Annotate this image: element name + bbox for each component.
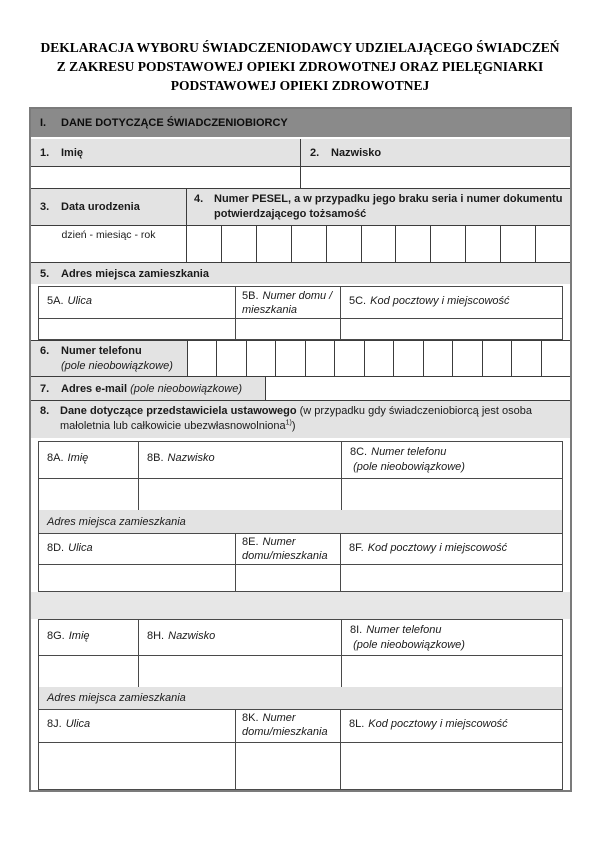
email-input[interactable] bbox=[266, 377, 570, 400]
rep2-telefon-input[interactable] bbox=[342, 656, 562, 687]
rep1-name-labels-row bbox=[39, 442, 562, 479]
field-number: 2. bbox=[310, 146, 320, 159]
pesel-digit-box[interactable] bbox=[500, 226, 535, 262]
rep2-nazwisko-input[interactable] bbox=[139, 656, 342, 687]
rep1-kod-input[interactable] bbox=[341, 565, 562, 591]
field-label-8e-numer-domu bbox=[236, 534, 341, 564]
rep1-telefon-input[interactable] bbox=[342, 479, 562, 510]
phone-digit-box[interactable] bbox=[246, 341, 275, 376]
separator-band bbox=[31, 592, 570, 619]
field-text: Data urodzenia bbox=[61, 201, 140, 213]
field-text-bold: Dane dotyczące przedstawiciela ustawowego bbox=[60, 405, 297, 417]
field-number: 3. bbox=[40, 201, 50, 213]
field-text: Numer domu/mieszkania bbox=[242, 712, 328, 738]
pesel-digit-box[interactable] bbox=[395, 226, 430, 262]
field-number: 4. bbox=[194, 193, 204, 205]
field-number: 8. bbox=[40, 405, 50, 417]
field-number: 8G. bbox=[47, 630, 65, 642]
field-text: Imię bbox=[67, 452, 89, 464]
field-label-8j-ulica bbox=[39, 710, 236, 742]
field-number: 8D. bbox=[47, 542, 65, 554]
pesel-digit-box[interactable] bbox=[291, 226, 326, 262]
form-title-line3: PODSTAWOWEJ OPIEKI ZDROWOTNEJ bbox=[170, 78, 430, 93]
field-number: 1. bbox=[40, 146, 50, 159]
ulica-input[interactable] bbox=[39, 319, 236, 339]
phone-digit-box[interactable] bbox=[511, 341, 540, 376]
field-text: Adres miejsca zamieszkania bbox=[61, 267, 209, 280]
pesel-digit-box[interactable] bbox=[326, 226, 361, 262]
field-text: Adres miejsca zamieszkania bbox=[47, 692, 186, 704]
field-note: (pole nieobowiązkowe) bbox=[130, 382, 242, 395]
rep1-address-header bbox=[39, 510, 562, 534]
phone-digit-boxes bbox=[188, 341, 570, 376]
field-label-nazwisko bbox=[301, 139, 570, 166]
phone-digit-box[interactable] bbox=[482, 341, 511, 376]
field-text-close: ) bbox=[291, 420, 296, 432]
field-label-8f-kod bbox=[341, 534, 562, 564]
rep2-name-labels-row bbox=[39, 620, 562, 656]
field-label-8l-kod bbox=[341, 710, 562, 742]
row-birth-pesel-inputs bbox=[31, 226, 570, 263]
field-label-pesel bbox=[187, 189, 570, 225]
field-number: 5A. bbox=[47, 295, 64, 307]
field-text: Ulica bbox=[65, 718, 91, 730]
pesel-digit-box[interactable] bbox=[535, 226, 570, 262]
form-title-line2: Z ZAKRESU PODSTAWOWEJ OPIEKI ZDROWOTNEJ ORAZ PIELĘGNIARKI bbox=[56, 59, 544, 74]
field-number: 8C. bbox=[350, 446, 368, 458]
section-1-header bbox=[31, 109, 570, 137]
field-number: 7. bbox=[40, 382, 50, 395]
kod-pocztowy-input[interactable] bbox=[341, 319, 562, 339]
footnote-marker: 1) bbox=[285, 419, 292, 427]
rep2-ulica-input[interactable] bbox=[39, 743, 236, 789]
field-text: Imię bbox=[61, 146, 84, 159]
declaration-form bbox=[29, 107, 572, 792]
rep1-ulica-input[interactable] bbox=[39, 565, 236, 591]
rep2-imie-input[interactable] bbox=[39, 656, 139, 687]
section-8-body bbox=[31, 438, 570, 790]
phone-digit-box[interactable] bbox=[216, 341, 245, 376]
phone-digit-box[interactable] bbox=[188, 341, 216, 376]
field-label-telefon bbox=[31, 341, 188, 376]
field-text: Numer domu / mieszkania bbox=[242, 290, 333, 316]
field-label-email bbox=[31, 377, 266, 400]
row-phone bbox=[31, 340, 570, 377]
field-label-imie bbox=[31, 139, 301, 166]
row-email bbox=[31, 377, 570, 401]
field-text: Ulica bbox=[67, 295, 92, 307]
field-label-kod-pocztowy bbox=[341, 287, 562, 318]
field-label-8b-nazwisko bbox=[139, 442, 342, 478]
rep1-numer-domu-input[interactable] bbox=[236, 565, 341, 591]
field-number: 8L. bbox=[349, 718, 365, 730]
field-text-bold: Adres e-mail bbox=[61, 382, 128, 395]
field-number: 8K. bbox=[242, 712, 259, 724]
rep1-nazwisko-input[interactable] bbox=[139, 479, 342, 510]
field-number: 8B. bbox=[147, 452, 164, 464]
rep1-address-labels-row bbox=[39, 534, 562, 565]
field-label-8a-imie bbox=[39, 442, 139, 478]
field-text: Numer telefonu bbox=[371, 446, 447, 458]
address-labels-row bbox=[39, 287, 562, 319]
form-title-line1: DEKLARACJA WYBORU ŚWIADCZENIODAWCY UDZIELAJĄCEGO ŚWIADCZEŃ bbox=[40, 40, 560, 55]
field-number: 5B. bbox=[242, 290, 259, 302]
section-5-body bbox=[31, 284, 570, 340]
numer-domu-input[interactable] bbox=[236, 319, 341, 339]
pesel-digit-box[interactable] bbox=[256, 226, 291, 262]
field-number: 5C. bbox=[349, 295, 367, 307]
field-text bbox=[61, 344, 173, 376]
field-text-bold: Numer telefonu bbox=[61, 345, 142, 357]
field-text: Imię bbox=[68, 630, 90, 642]
row-birth-pesel-labels bbox=[31, 189, 570, 226]
representative-1-subtable bbox=[38, 441, 563, 592]
phone-digit-box[interactable] bbox=[452, 341, 481, 376]
address-subtable bbox=[38, 286, 563, 340]
field-text: Numer telefonu bbox=[366, 624, 442, 636]
field-text: Kod pocztowy i miejscowość bbox=[368, 718, 508, 730]
imie-input[interactable] bbox=[31, 167, 301, 188]
field-number: 8A. bbox=[47, 452, 64, 464]
field-note: (pole nieobowiązkowe) bbox=[353, 639, 465, 651]
phone-digit-box[interactable] bbox=[541, 341, 570, 376]
field-note: (pole nieobowiązkowe) bbox=[61, 360, 173, 372]
rep2-name-inputs-row bbox=[39, 656, 562, 687]
field-text: Kod pocztowy i miejscowość bbox=[370, 295, 510, 307]
rep1-imie-input[interactable] bbox=[39, 479, 139, 510]
rep1-address-inputs-row bbox=[39, 565, 562, 591]
field-number: 8J. bbox=[47, 718, 62, 730]
field-text bbox=[60, 404, 564, 434]
pesel-digit-box[interactable] bbox=[187, 226, 221, 262]
field-text: Kod pocztowy i miejscowość bbox=[367, 542, 508, 554]
section-5-header bbox=[31, 263, 570, 284]
rep2-address-labels-row bbox=[39, 710, 562, 743]
field-text: Adres miejsca zamieszkania bbox=[47, 515, 186, 528]
field-label-8c-telefon bbox=[342, 442, 562, 478]
field-text: Nazwisko bbox=[331, 146, 382, 159]
pesel-digit-box[interactable] bbox=[361, 226, 396, 262]
pesel-digit-box[interactable] bbox=[430, 226, 465, 262]
field-number: 8E. bbox=[242, 536, 259, 548]
field-label-8k-numer-domu bbox=[236, 710, 341, 742]
rep2-address-inputs-row bbox=[39, 743, 562, 789]
field-number: 8F. bbox=[349, 542, 364, 554]
nazwisko-input[interactable] bbox=[301, 167, 570, 188]
rep2-address-header bbox=[39, 687, 562, 710]
field-label-8h-nazwisko bbox=[139, 620, 342, 655]
field-text-rest: (w przypadku gdy świadczeniobiorcą jest osoba małoletnia lub całkowicie ubezwłasnowolniona bbox=[60, 405, 532, 432]
rep2-kod-input[interactable] bbox=[341, 743, 562, 789]
section-8-header bbox=[31, 401, 570, 438]
phone-digit-box[interactable] bbox=[305, 341, 334, 376]
field-label-8g-imie bbox=[39, 620, 139, 655]
field-text: Ulica bbox=[68, 542, 93, 554]
field-label-data-urodzenia bbox=[31, 189, 187, 225]
representative-2-subtable bbox=[38, 619, 563, 790]
address-inputs-row bbox=[39, 319, 562, 339]
phone-digit-box[interactable] bbox=[275, 341, 304, 376]
field-label-8i-telefon bbox=[342, 620, 562, 655]
row-name-inputs bbox=[31, 167, 570, 189]
phone-digit-box[interactable] bbox=[393, 341, 422, 376]
field-number: 8H. bbox=[147, 630, 165, 642]
field-text: Nazwisko bbox=[167, 452, 215, 464]
field-text: Numer domu/mieszkania bbox=[242, 536, 328, 562]
section-1-number: I. bbox=[40, 117, 47, 129]
field-number: 5. bbox=[40, 267, 50, 280]
phone-digit-box[interactable] bbox=[423, 341, 452, 376]
phone-digit-box[interactable] bbox=[364, 341, 393, 376]
pesel-digit-boxes bbox=[187, 226, 570, 262]
field-label-8d-ulica bbox=[39, 534, 236, 564]
section-1-title: DANE DOTYCZĄCE ŚWIADCZENIOBIORCY bbox=[61, 117, 288, 129]
field-text: Numer PESEL, a w przypadku jego braku seria i numer dokumentu potwierdzającego tożsamość bbox=[214, 193, 563, 220]
row-name-labels bbox=[31, 139, 570, 167]
hint-text: dzień - miesiąc - rok bbox=[61, 229, 156, 241]
phone-digit-box[interactable] bbox=[334, 341, 363, 376]
field-note: (pole nieobowiązkowe) bbox=[353, 461, 465, 473]
field-text: Nazwisko bbox=[168, 630, 216, 642]
pesel-digit-box[interactable] bbox=[465, 226, 500, 262]
form-title bbox=[0, 38, 600, 95]
birthdate-format-hint bbox=[31, 226, 187, 262]
field-label-ulica bbox=[39, 287, 236, 318]
field-label-numer-domu bbox=[236, 287, 341, 318]
field-number: 8I. bbox=[350, 624, 363, 636]
rep1-name-inputs-row bbox=[39, 479, 562, 510]
field-number: 6. bbox=[40, 345, 50, 357]
pesel-digit-box[interactable] bbox=[221, 226, 256, 262]
rep2-numer-domu-input[interactable] bbox=[236, 743, 341, 789]
